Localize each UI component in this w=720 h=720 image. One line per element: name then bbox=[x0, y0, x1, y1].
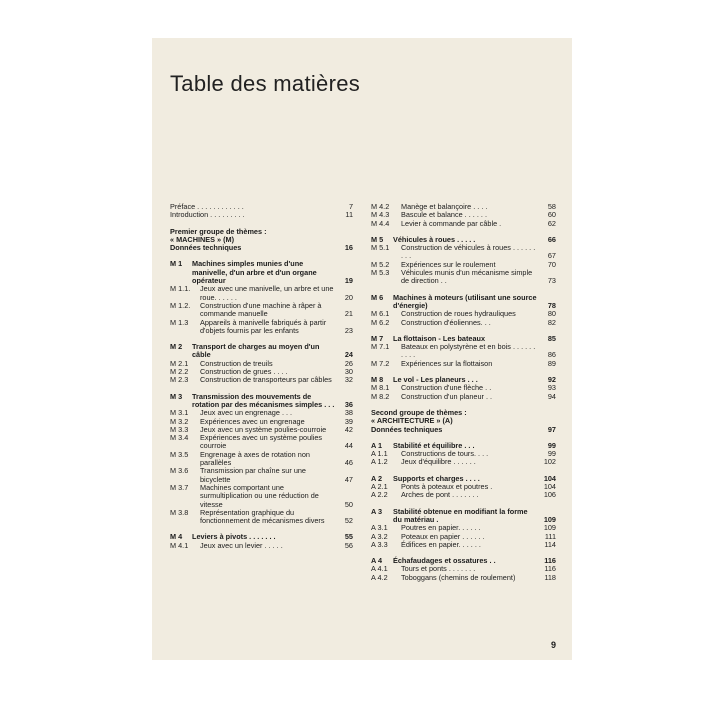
entry-page-number: 66 bbox=[547, 234, 556, 244]
entry-page-number: 50 bbox=[344, 499, 353, 509]
entry-title: Expériences sur le roulement bbox=[401, 259, 496, 269]
toc-entry bbox=[371, 574, 556, 582]
entry-title: Expériences avec un système poulies courroie bbox=[200, 433, 323, 451]
entry-code: A 3 bbox=[371, 506, 383, 516]
entry-code: M 3.3 bbox=[170, 424, 189, 434]
entry-title: Construction de treuils bbox=[200, 358, 273, 368]
toc-entry bbox=[371, 393, 556, 401]
toc-heading bbox=[170, 393, 353, 410]
entry-page-number: 24 bbox=[344, 350, 353, 360]
entry-page-number: 52 bbox=[344, 516, 353, 526]
toc-group bbox=[371, 409, 556, 434]
entry-title: Introduction . . . . . . . . . bbox=[170, 210, 245, 220]
toc-group bbox=[170, 343, 353, 384]
toc-group bbox=[170, 393, 353, 526]
entry-code: M 1.3 bbox=[170, 317, 189, 327]
entry-title: Leviers à pivots . . . . . . . bbox=[192, 532, 276, 542]
toc-group bbox=[371, 236, 556, 286]
entry-page-number: 92 bbox=[547, 375, 556, 385]
toc-group bbox=[170, 228, 353, 253]
entry-page-number: 60 bbox=[547, 210, 556, 220]
entry-title: Tours et ponts . . . . . . . bbox=[401, 564, 476, 574]
entry-page-number: 70 bbox=[547, 259, 556, 269]
toc-entry bbox=[371, 343, 556, 360]
toc-entry bbox=[371, 541, 556, 549]
entry-page-number: 20 bbox=[344, 292, 353, 302]
book-page bbox=[152, 38, 572, 660]
toc-entry bbox=[170, 484, 353, 509]
entry-page-number: 32 bbox=[344, 375, 353, 385]
entry-title: Construction de transporteurs par câbles bbox=[200, 375, 332, 385]
entry-code: M 1 bbox=[170, 259, 183, 269]
entry-page-number: 47 bbox=[344, 474, 353, 484]
entry-page-number: 44 bbox=[344, 441, 353, 451]
entry-page-number: 56 bbox=[344, 540, 353, 550]
entry-page-number: 23 bbox=[344, 325, 353, 335]
entry-page-number: 7 bbox=[348, 202, 353, 211]
toc-group bbox=[371, 203, 556, 228]
entry-title: Machines comportant une surmultiplication ou une réduction de vitesse bbox=[200, 482, 319, 509]
entry-code: M 3.4 bbox=[170, 433, 189, 443]
entry-title: Stabilité obtenue en modifiant la forme du matériau . bbox=[393, 506, 528, 524]
entry-title: Préface . . . . . . . . . . . . bbox=[170, 202, 244, 211]
entry-code: M 4.3 bbox=[371, 210, 390, 220]
toc-group bbox=[371, 475, 556, 500]
entry-title: Données techniques bbox=[170, 243, 242, 253]
toc-entry bbox=[371, 220, 556, 228]
toc-group bbox=[371, 335, 556, 368]
entry-title: Représentation graphique du fonctionnement de mécanismes divers bbox=[200, 507, 325, 526]
entry-code: A 2.1 bbox=[371, 482, 388, 492]
entry-code: M 2 bbox=[170, 342, 183, 352]
entry-title: Poutres en papier. . . . . . bbox=[401, 523, 481, 533]
entry-code: M 2.2 bbox=[170, 367, 189, 377]
entry-code: M 7.1 bbox=[371, 342, 390, 352]
toc-heading bbox=[371, 294, 556, 311]
entry-title: Construction d'un planeur . . bbox=[401, 391, 493, 401]
entry-title: Jeux avec un levier . . . . . bbox=[200, 540, 283, 550]
toc-entry bbox=[170, 319, 353, 336]
entry-page-number: 26 bbox=[344, 358, 353, 368]
entry-page-number: 73 bbox=[547, 276, 556, 286]
entry-page-number: 118 bbox=[544, 572, 556, 582]
toc-entry bbox=[371, 458, 556, 466]
entry-page-number: 21 bbox=[344, 309, 353, 319]
entry-page-number: 11 bbox=[345, 210, 353, 220]
entry-title: Machines simples munies d'une manivelle, d'un arbre et d'un organe opérateur bbox=[192, 259, 317, 286]
toc-entry bbox=[371, 269, 556, 286]
entry-title: Stabilité et équilibre . . . bbox=[393, 440, 475, 450]
entry-code: M 5.2 bbox=[371, 259, 390, 269]
entry-code: M 3 bbox=[170, 391, 183, 401]
toc-entry bbox=[170, 302, 353, 319]
entry-title: Supports et charges . . . . bbox=[393, 473, 480, 483]
entry-title: Jeux d'équilibre . . . . . . bbox=[401, 457, 476, 467]
entry-page-number: 58 bbox=[547, 202, 556, 211]
toc-entry bbox=[170, 211, 353, 219]
entry-code: M 3.6 bbox=[170, 466, 189, 476]
entry-title: Échafaudages et ossatures . . bbox=[393, 556, 496, 566]
entry-page-number: 42 bbox=[344, 424, 353, 434]
entry-title: Jeux avec un engrenage . . . bbox=[200, 408, 293, 418]
entry-page-number: 86 bbox=[547, 350, 556, 360]
entry-code: M 3.8 bbox=[170, 507, 189, 517]
toc-left-column bbox=[170, 203, 353, 550]
toc-heading bbox=[170, 260, 353, 285]
entry-code: M 6.1 bbox=[371, 309, 390, 319]
entry-code: A 4.1 bbox=[371, 564, 388, 574]
entry-page-number: 82 bbox=[547, 317, 556, 327]
toc-group bbox=[371, 376, 556, 401]
toc-entry bbox=[371, 360, 556, 368]
entry-code: M 8 bbox=[371, 375, 384, 385]
entry-code: M 7.2 bbox=[371, 358, 390, 368]
toc-entry bbox=[170, 542, 353, 550]
entry-title: Construction de roues hydrauliques bbox=[401, 309, 516, 319]
toc-entry bbox=[170, 285, 353, 302]
entry-code: M 5 bbox=[371, 234, 384, 244]
entry-title: Transmission des mouvements de rotation par des mécanismes simples . . . bbox=[192, 391, 335, 409]
entry-code: M 1.1. bbox=[170, 284, 191, 294]
entry-code: M 1.2. bbox=[170, 300, 191, 310]
entry-page-number: 16 bbox=[344, 243, 353, 253]
toc-heading bbox=[170, 244, 353, 252]
entry-page-number: 109 bbox=[543, 523, 556, 533]
toc-entry bbox=[170, 434, 353, 451]
toc-group bbox=[170, 203, 353, 220]
entry-code: M 4.2 bbox=[371, 202, 390, 211]
entry-code: M 8.2 bbox=[371, 391, 390, 401]
toc-group bbox=[371, 442, 556, 467]
toc-group bbox=[170, 260, 353, 335]
entry-page-number: 46 bbox=[344, 458, 353, 468]
toc-group bbox=[371, 508, 556, 549]
entry-page-number: 104 bbox=[543, 473, 556, 483]
toc-entry bbox=[170, 509, 353, 526]
entry-title: Expériences sur la flottaison bbox=[401, 358, 493, 368]
entry-page-number: 97 bbox=[547, 424, 556, 434]
entry-page-number: 109 bbox=[543, 514, 556, 524]
entry-title: Manège et balançoire . . . . bbox=[401, 202, 488, 211]
entry-title: Construction d'une flèche . . bbox=[401, 383, 492, 393]
entry-title: Transmission par chaîne sur une bicyclette bbox=[200, 466, 306, 484]
entry-code: A 2.2 bbox=[371, 490, 388, 500]
entry-code: M 4.1 bbox=[170, 540, 189, 550]
entry-title: Levier à commande par câble . bbox=[401, 218, 502, 228]
entry-code: M 2.3 bbox=[170, 375, 189, 385]
entry-title: Engrenage à axes de rotation non parallèles bbox=[200, 449, 310, 468]
entry-code: A 3.2 bbox=[371, 531, 388, 541]
entry-code: M 5.3 bbox=[371, 268, 390, 278]
entry-page-number: 67 bbox=[547, 251, 556, 261]
entry-title: Bascule et balance . . . . . . bbox=[401, 210, 487, 220]
entry-title: Premier groupe de thèmes : bbox=[170, 226, 267, 236]
toc-group bbox=[371, 294, 556, 327]
toc-entry bbox=[170, 451, 353, 468]
entry-page-number: 104 bbox=[543, 482, 556, 492]
entry-code: M 3.5 bbox=[170, 449, 189, 459]
entry-page-number: 114 bbox=[544, 539, 556, 549]
toc-group bbox=[170, 533, 353, 550]
entry-title: Arches de pont . . . . . . . bbox=[401, 490, 479, 500]
entry-title: La flottaison - Les bateaux bbox=[393, 333, 486, 343]
entry-title: Poteaux en papier . . . . . . bbox=[401, 531, 485, 541]
entry-page-number: 30 bbox=[344, 367, 353, 377]
entry-code: M 3.7 bbox=[170, 482, 189, 492]
entry-title: Le vol - Les planeurs . . . bbox=[393, 375, 478, 385]
page-title: Table des matières bbox=[170, 71, 361, 96]
entry-code: M 2.1 bbox=[170, 358, 189, 368]
page-number: 9 bbox=[550, 640, 556, 650]
entry-title: « ARCHITECTURE » (A) bbox=[371, 416, 453, 426]
entry-code: A 4 bbox=[371, 556, 383, 566]
entry-page-number: 19 bbox=[344, 276, 353, 286]
entry-code: A 2 bbox=[371, 473, 383, 483]
entry-title: Toboggans (chemins de roulement) bbox=[401, 572, 516, 582]
entry-page-number: 111 bbox=[544, 531, 556, 541]
entry-code: M 4 bbox=[170, 532, 183, 542]
entry-page-number: 94 bbox=[547, 391, 556, 401]
entry-page-number: 36 bbox=[344, 399, 353, 409]
entry-page-number: 99 bbox=[547, 449, 556, 459]
entry-title: Construction d'éoliennes. . . bbox=[401, 317, 491, 327]
entry-title: Second groupe de thèmes : bbox=[371, 407, 467, 417]
entry-title: Machines à moteurs (utilisant une source d'énergie) bbox=[393, 292, 537, 310]
entry-page-number: 85 bbox=[547, 333, 556, 343]
entry-title: Constructions de tours. . . . bbox=[401, 449, 489, 459]
toc-group bbox=[371, 557, 556, 582]
entry-title: Transport de charges au moyen d'un câble bbox=[192, 342, 320, 360]
entry-title: Construction de véhicules à roues . . . . . . . . . bbox=[401, 243, 536, 261]
entry-page-number: 80 bbox=[547, 309, 556, 319]
entry-code: M 7 bbox=[371, 333, 384, 343]
entry-code: M 6.2 bbox=[371, 317, 390, 327]
toc-entry bbox=[371, 244, 556, 261]
entry-page-number: 38 bbox=[344, 408, 353, 418]
entry-page-number: 89 bbox=[547, 358, 556, 368]
toc-entry bbox=[371, 319, 556, 327]
entry-code: M 5.1 bbox=[371, 243, 390, 253]
entry-page-number: 116 bbox=[544, 556, 556, 566]
entry-code: A 1.1 bbox=[371, 449, 388, 459]
entry-title: Appareils à manivelle fabriqués à partir d'objets fournis par les enfants bbox=[200, 317, 327, 335]
entry-code: A 3.3 bbox=[371, 539, 388, 549]
toc-right-column bbox=[371, 203, 556, 582]
entry-title: Véhicules à roues . . . . . bbox=[393, 234, 476, 244]
entry-title: Construction de grues . . . . bbox=[200, 367, 288, 377]
entry-code: M 8.1 bbox=[371, 383, 390, 393]
toc-entry bbox=[371, 491, 556, 499]
entry-title: Expériences avec un engrenage bbox=[200, 416, 305, 426]
entry-page-number: 55 bbox=[344, 532, 353, 542]
entry-code: M 3.1 bbox=[170, 408, 189, 418]
entry-title: Véhicules munis d'un mécanisme simple de direction . . bbox=[401, 268, 533, 286]
entry-title: Jeux avec une manivelle, un arbre et une roue. . . . . . bbox=[200, 284, 334, 302]
entry-title: Édifices en papier. . . . . . bbox=[401, 539, 481, 549]
entry-title: Construction d'une machine à râper à commande manuelle bbox=[200, 300, 322, 319]
entry-code: A 4.2 bbox=[371, 572, 388, 582]
entry-title: « MACHINES » (M) bbox=[170, 234, 235, 244]
entry-page-number: 99 bbox=[547, 440, 556, 450]
entry-title: Données techniques bbox=[371, 424, 443, 434]
entry-code: A 1.2 bbox=[371, 457, 388, 467]
entry-title: Bateaux en polystyrène et en bois . . . . . . . . . . bbox=[401, 342, 536, 360]
toc-entry bbox=[170, 376, 353, 384]
entry-title: Jeux avec un système poulies-courroie bbox=[200, 424, 327, 434]
entry-page-number: 93 bbox=[547, 383, 556, 393]
entry-page-number: 62 bbox=[547, 218, 556, 228]
entry-code: M 3.2 bbox=[170, 416, 189, 426]
entry-code: A 3.1 bbox=[371, 523, 388, 533]
entry-code: M 4.4 bbox=[371, 218, 390, 228]
entry-code: A 1 bbox=[371, 440, 383, 450]
toc-heading bbox=[371, 508, 556, 525]
entry-title: Ponts à poteaux et poutres . bbox=[401, 482, 493, 492]
entry-page-number: 39 bbox=[344, 416, 353, 426]
toc-heading bbox=[170, 343, 353, 360]
entry-code: M 6 bbox=[371, 292, 384, 302]
entry-page-number: 106 bbox=[543, 490, 556, 500]
entry-page-number: 78 bbox=[547, 300, 556, 310]
toc-heading bbox=[371, 426, 556, 434]
entry-page-number: 116 bbox=[544, 564, 556, 574]
entry-page-number: 102 bbox=[543, 457, 556, 467]
toc-entry bbox=[170, 467, 353, 484]
